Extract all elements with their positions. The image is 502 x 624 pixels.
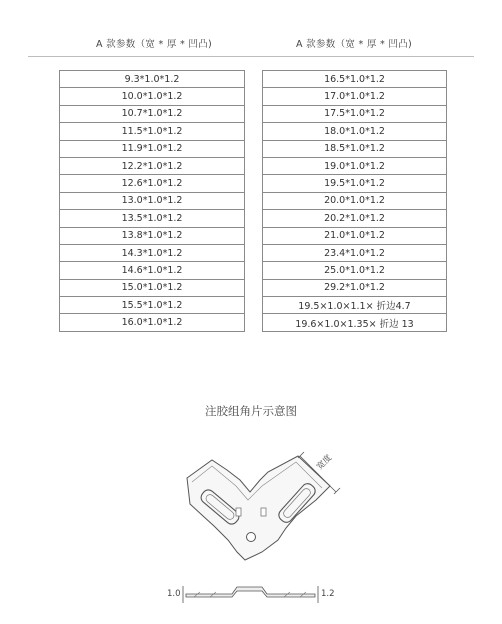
left-spec-cell: 10.0*1.0*1.2 [60, 88, 245, 105]
right-spec-cell: 18.5*1.0*1.2 [263, 140, 447, 157]
width-label: 宽度 [315, 453, 335, 473]
left-spec-cell: 15.0*1.0*1.2 [60, 279, 245, 296]
diagram-title: 注胶组角片示意图 [205, 404, 297, 418]
right-column-header: A 款参数（宽 * 厚 * 凹凸) [296, 39, 412, 50]
right-spec-cell: 19.5×1.0×1.1× 折边4.7 [263, 297, 447, 314]
left-spec-cell: 14.3*1.0*1.2 [60, 244, 245, 261]
right-spec-cell: 20.2*1.0*1.2 [263, 210, 447, 227]
left-spec-cell: 16.0*1.0*1.2 [60, 314, 245, 331]
right-spec-cell: 21.0*1.0*1.2 [263, 227, 447, 244]
right-spec-cell: 19.6×1.0×1.35× 折边 13 [263, 314, 447, 331]
left-spec-cell: 15.5*1.0*1.2 [60, 297, 245, 314]
left-spec-cell: 13.5*1.0*1.2 [60, 210, 245, 227]
left-notch [236, 508, 241, 516]
right-spec-cell: 23.4*1.0*1.2 [263, 244, 447, 261]
left-spec-cell: 11.5*1.0*1.2 [60, 123, 245, 140]
right-spec-cell: 19.0*1.0*1.2 [263, 157, 447, 174]
left-spec-cell: 13.0*1.0*1.2 [60, 192, 245, 209]
left-column-header: A 款参数（宽 * 厚 * 凹凸) [96, 39, 212, 50]
right-spec-cell: 17.0*1.0*1.2 [263, 88, 447, 105]
right-spec-cell: 25.0*1.0*1.2 [263, 262, 447, 279]
side-profile [186, 587, 315, 597]
right-spec-cell: 20.0*1.0*1.2 [263, 192, 447, 209]
right-spec-cell: 29.2*1.0*1.2 [263, 279, 447, 296]
left-spec-cell: 11.9*1.0*1.2 [60, 140, 245, 157]
left-spec-cell: 10.7*1.0*1.2 [60, 105, 245, 122]
left-spec-cell: 14.6*1.0*1.2 [60, 262, 245, 279]
thickness-label: 1.0 [167, 589, 181, 599]
right-spec-cell: 19.5*1.0*1.2 [263, 175, 447, 192]
left-spec-cell: 9.3*1.0*1.2 [60, 71, 245, 88]
left-spec-cell: 12.2*1.0*1.2 [60, 157, 245, 174]
right-spec-cell: 16.5*1.0*1.2 [263, 71, 447, 88]
right-notch [261, 508, 266, 516]
right-spec-cell: 17.5*1.0*1.2 [263, 105, 447, 122]
bracket-outline [187, 456, 330, 560]
left-spec-cell: 13.8*1.0*1.2 [60, 227, 245, 244]
emboss-label: 1.2 [321, 589, 335, 599]
right-spec-cell: 18.0*1.0*1.2 [263, 123, 447, 140]
center-hole [247, 533, 256, 542]
left-spec-cell: 12.6*1.0*1.2 [60, 175, 245, 192]
